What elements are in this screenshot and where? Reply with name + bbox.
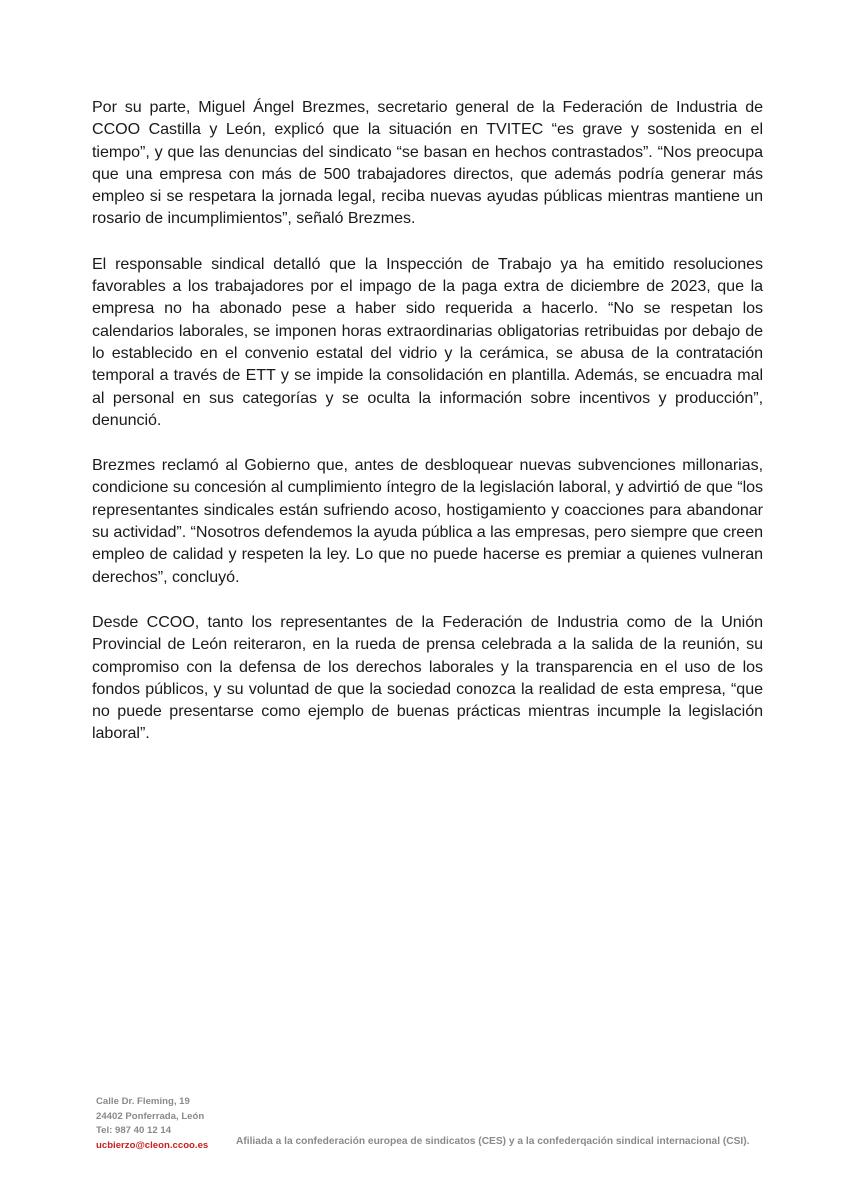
footer-email-link[interactable]: ucbierzo@cleon.ccoo.es bbox=[96, 1139, 209, 1151]
paragraph-brezmes-statement: Por su parte, Miguel Ángel Brezmes, secretario general de la Federación de Industria de CCOO Castilla y León, explicó que la situación en TVITEC “es grave y sostenida en el tiempo”, y que las denuncias del sindicato “se basan en hechos contrastados”. “Nos preocupa que una empresa con más de 500 trabajadores directos, que además podría generar más empleo si se respetara la jornada legal, reciba nuevas ayudas públicas mientras mantiene un rosario de incumplimientos”, señaló Brezmes. bbox=[92, 98, 763, 228]
footer-phone: Tel: 987 40 12 14 bbox=[96, 1125, 172, 1137]
footer-affiliation: Afiliada a la confederación europea de sindicatos (CES) y a la confederqación sindical internacional (CSI). bbox=[236, 1136, 750, 1147]
footer-city: 24402 Ponferrada, León bbox=[96, 1110, 205, 1122]
footer-street: Calle Dr. Fleming, 19 bbox=[96, 1096, 190, 1107]
paragraph-ccoo-compromiso: Desde CCOO, tanto los representantes de la Federación de Industria como de la Unión Provincial de León reiteraron, en la rueda de prensa celebrada a la salida de la reunión, su compromiso con la defensa de los derechos laborales y la transparencia en el uso de los fondos públicos, y su voluntad de que la sociedad conozca la realidad de esta empresa, “que no puede presentarse como ejemplo de buenas prácticas mientras incumple la legislación laboral”. bbox=[92, 612, 763, 743]
paragraph-gobierno-subvenciones: Brezmes reclamó al Gobierno que, antes de desbloquear nuevas subvenciones millonarias, condicione su concesión al cumplimiento íntegro de la legislación laboral, y advirtió de que “los representantes sindicales están sufriendo acoso, hostigamiento y coacciones para abandonar su actividad”. “Nosotros defendemos la ayuda pública a las empresas, pero siempre que creen empleo de calidad y respeten la ley. Lo que no puede hacerse es premiar a quienes vulneran derechos”, concluyó. bbox=[92, 456, 763, 586]
footer-address-block bbox=[96, 1095, 246, 1153]
paragraph-inspeccion-trabajo: El responsable sindical detalló que la Inspección de Trabajo ya ha emitido resoluciones favorables a los trabajadores por el impago de la paga extra de diciembre de 2023, que la empresa no ha abonado pese a haber sido requerida a hacerlo. “No se respetan los calendarios laborales, se imponen horas extraordinarias obligatorias retribuidas por debajo de lo establecido en el convenio estatal del vidrio y la cerámica, se abusa de la contratación temporal a través de ETT y se impide la consolidación en plantilla. Además, se encuadra mal al personal en sus categorías y se oculta la información sobre incentivos y producción”, denunció. bbox=[92, 254, 763, 429]
document-body bbox=[92, 96, 763, 768]
